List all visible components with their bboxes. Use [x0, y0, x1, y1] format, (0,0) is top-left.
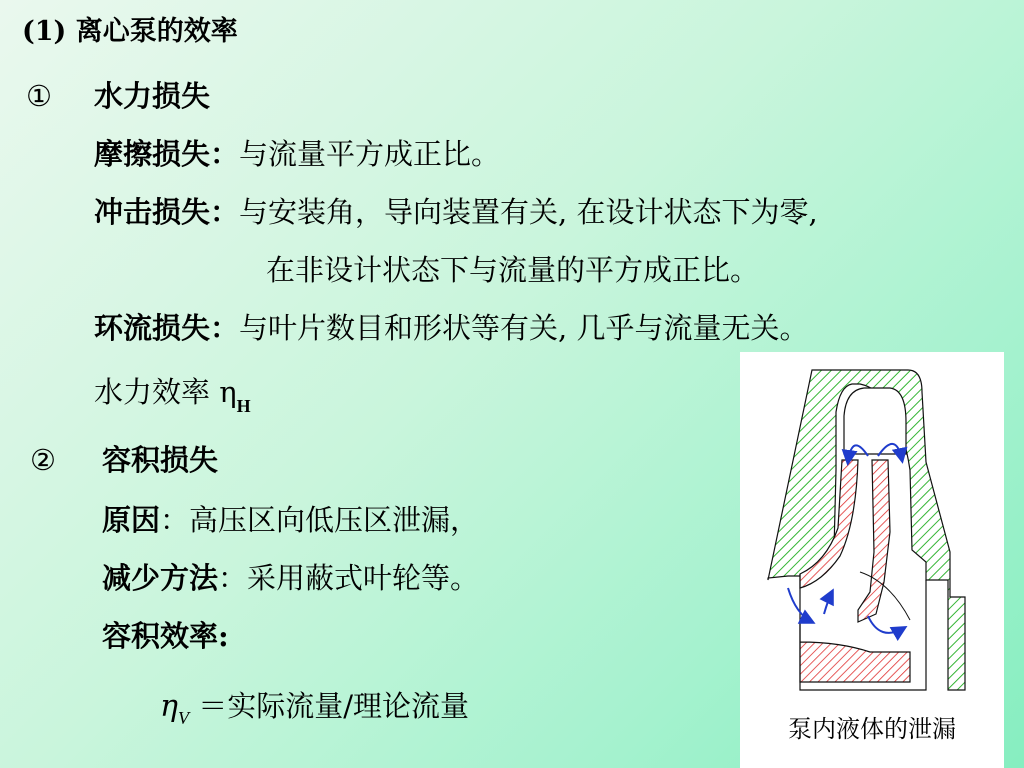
circulation-loss-row	[94, 310, 808, 346]
reduction-method-row	[102, 560, 479, 596]
formula-expression: ＝实际流量/理论流量	[198, 689, 469, 723]
impeller-hub	[800, 620, 910, 682]
section2-marker: ②	[30, 443, 56, 477]
figure-caption: 泵内液体的泄漏	[788, 715, 956, 743]
friction-loss-label: 摩擦损失：	[94, 137, 240, 171]
volumetric-efficiency-label: 容积效率:	[102, 619, 229, 653]
impeller-shroud	[858, 460, 890, 622]
friction-loss-row	[94, 136, 500, 172]
impact-loss-text: 与安装角，导向装置有关, 在设计状态下为零,	[239, 195, 818, 229]
formula-eta-subscript: V	[177, 708, 189, 728]
friction-loss-text: 与流量平方成正比。	[239, 137, 501, 171]
reduction-method-label: 减少方法	[102, 561, 219, 595]
reduction-method-text: ：采用蔽式叶轮等。	[218, 561, 480, 595]
leak-cause-row	[102, 502, 479, 538]
leak-cause-text: ：高压区向低压区泄漏，	[160, 503, 480, 537]
formula-eta-symbol: η	[160, 689, 178, 724]
leak-arrow-right-bottom	[868, 616, 904, 633]
impact-loss-label: 冲击损失：	[94, 195, 240, 229]
section2-title: 容积损失	[102, 443, 219, 477]
pump-leakage-diagram	[740, 352, 1004, 712]
section1-title: 水力损失	[94, 79, 211, 113]
impact-loss-row	[94, 194, 818, 230]
volumetric-efficiency-formula	[160, 688, 469, 728]
leak-arrow-center	[824, 592, 832, 614]
circulation-loss-label: 环流损失：	[94, 311, 240, 345]
circulation-loss-text: 与叶片数目和形状等有关, 几乎与流量无关。	[239, 311, 809, 345]
hydraulic-efficiency-label: 水力效率 η	[94, 375, 237, 409]
impact-loss-text-continued: 在非设计状态下与流量的平方成正比。	[266, 253, 760, 287]
hydraulic-efficiency-subscript: H	[236, 396, 251, 416]
page-title: (1) 离心泵的效率	[22, 16, 238, 47]
hydraulic-efficiency	[94, 374, 251, 414]
leak-cause-label: 原因	[102, 503, 161, 537]
volute-chamber	[844, 388, 906, 454]
section1-marker: ①	[26, 79, 52, 113]
leakage-figure	[740, 352, 1004, 768]
